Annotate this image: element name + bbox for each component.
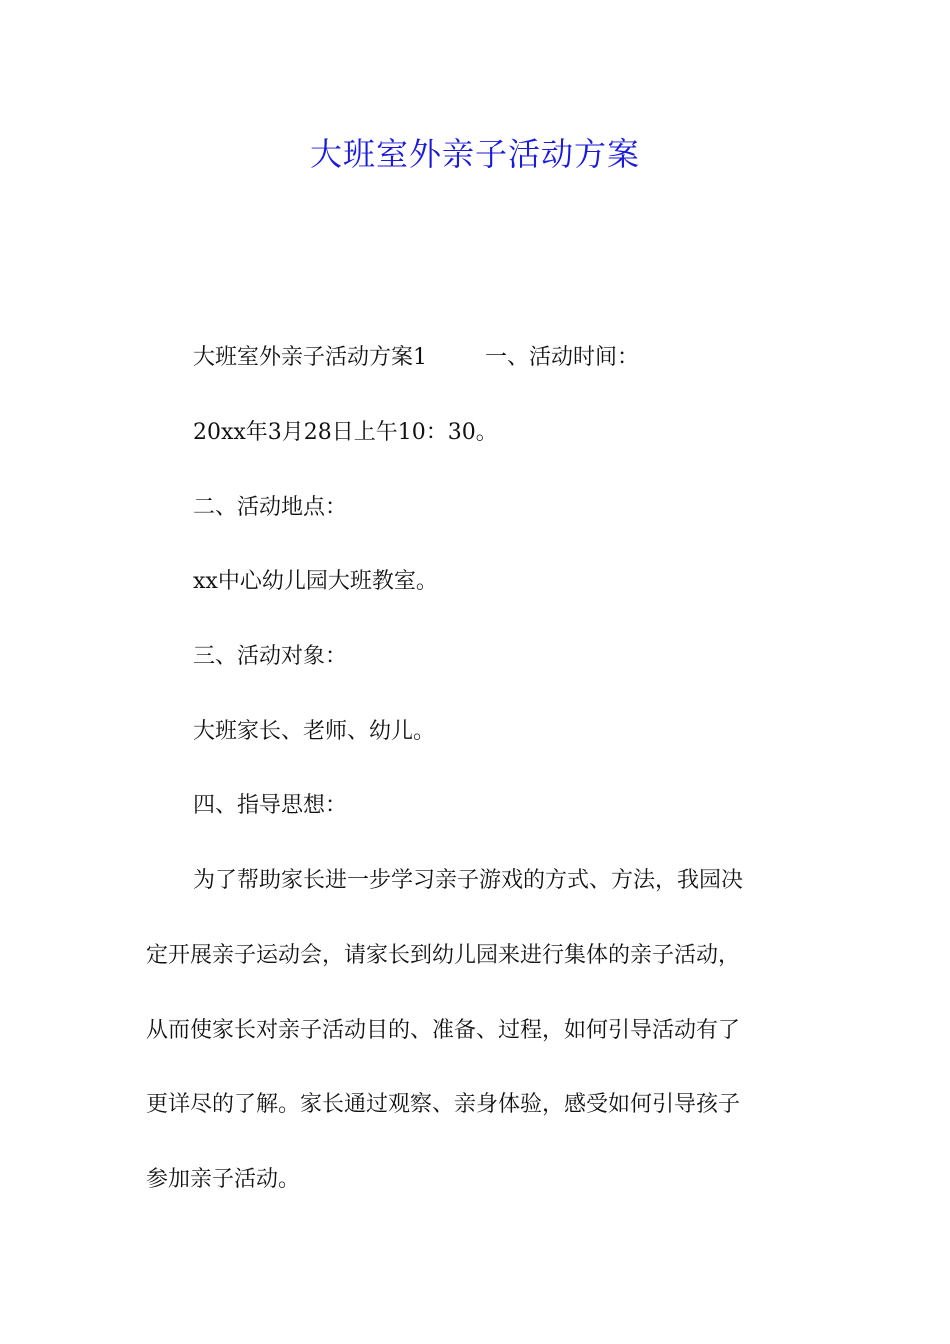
section-3-heading: 三、活动对象： — [193, 644, 348, 669]
section-2-heading: 二、活动地点： — [193, 495, 348, 520]
section-4-heading: 四、指导思想： — [193, 793, 348, 818]
document-title: 大班室外亲子活动方案 — [309, 135, 640, 173]
line-plan-heading — [193, 343, 639, 373]
paragraph-line-4: 更详尽的了解。家长通过观察、亲身体验，感受如何引导孩子 — [146, 1092, 741, 1117]
activity-location-text: xx中心幼儿园大班教室。 — [193, 569, 438, 594]
paragraph-line-5: 参加亲子活动。 — [146, 1167, 301, 1192]
paragraph-line-2: 定开展亲子运动会，请家长到幼儿园来进行集体的亲子活动， — [146, 943, 741, 968]
paragraph-line-3: 从而使家长对亲子活动目的、准备、过程，如何引导活动有了 — [146, 1018, 741, 1043]
activity-time-text: 20xx年3月28日上午10：30。 — [193, 420, 498, 445]
section-1-heading: 一、活动时间： — [485, 345, 640, 370]
paragraph-line-1: 为了帮助家长进一步学习亲子游戏的方式、方法，我园决 — [193, 868, 744, 893]
activity-participants-text: 大班家长、老师、幼儿。 — [193, 719, 436, 744]
plan-number-text: 大班室外亲子活动方案1 — [193, 345, 427, 370]
